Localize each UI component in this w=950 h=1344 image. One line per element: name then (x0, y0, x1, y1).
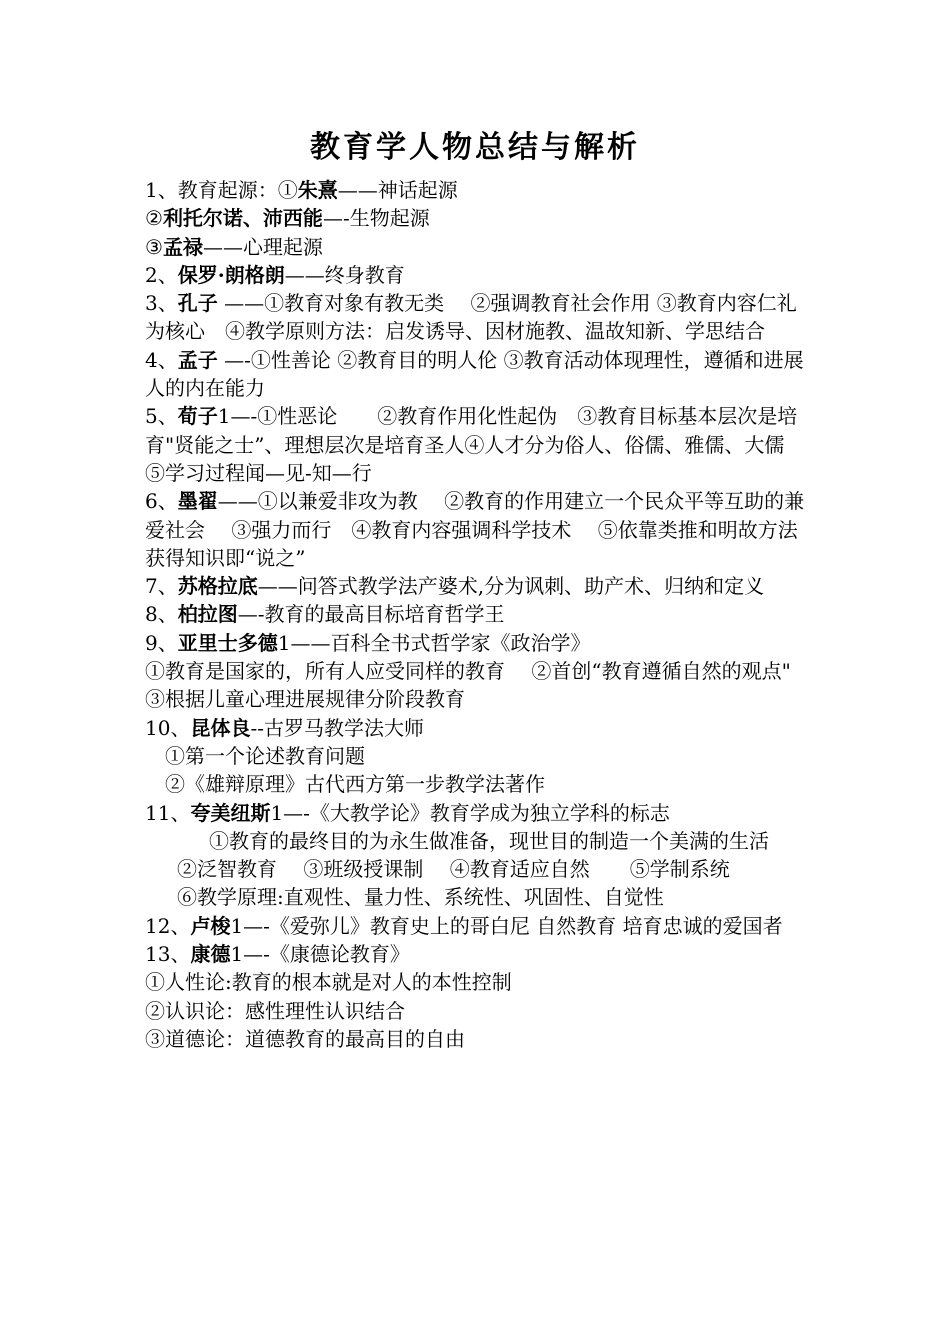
document-body (145, 176, 815, 1053)
list-item: 6、墨翟——①以兼爱非攻为教 ②教育的作用建立一个民众平等互助的兼爱社会 ③强力而行 ④教育内容强调科学技术 ⑤依靠类推和明故方法获得知识即“说之” (145, 489, 805, 570)
person-name: 卢梭 (190, 913, 231, 938)
person-name: 柏拉图 (177, 602, 238, 627)
list-item: ①教育的最终目的为永生做准备，现世目的制造一个美满的生活 (209, 828, 769, 853)
person-name: 孔子 (177, 291, 218, 316)
list-item: 8、柏拉图—-教育的最高目标培育哲学王 (145, 602, 505, 627)
person-name: 孟子 (177, 347, 218, 372)
list-item: 10、昆体良--古罗马教学法大师 (145, 715, 424, 740)
person-name: 夸美纽斯 (190, 800, 271, 825)
person-name: 墨翟 (177, 489, 218, 514)
list-item: 1、教育起源：①朱熹——神话起源 (145, 178, 458, 202)
person-name: 利托尔诺、沛西能 (162, 206, 323, 231)
person-name: 朱熹 (297, 178, 338, 202)
list-item: 9、亚里士多德1——百科全书式哲学家《政治学》 (145, 630, 591, 655)
document-title: 教育学人物总结与解析 (310, 130, 640, 165)
list-item: ①教育是国家的，所有人应受同样的教育 ②首创“教育遵循自然的观点" ③根据儿童心理进展规律分阶段教育 (145, 659, 811, 712)
list-item: ②利托尔诺、沛西能—-生物起源 (145, 206, 430, 231)
person-name: 亚里士多德 (177, 630, 278, 655)
list-item: 2、保罗·朗格朗——终身教育 (145, 262, 405, 287)
list-item: 11、夸美纽斯1—-《大教学论》教育学成为独立学科的标志 (145, 800, 670, 825)
list-item: ③道德论：道德教育的最高目的自由 (145, 1026, 465, 1051)
list-item: 5、荀子1—-①性恶论 ②教育作用化性起伪 ③教育目标基本层次是培育"贤能之士”、理想层次是培育圣人④人才分为俗人、俗儒、雅儒、大儒 ⑤学习过程闻—见-知—行 (145, 404, 811, 485)
person-name: 苏格拉底 (177, 574, 258, 599)
list-item: 3、孔子 ——①教育对象有教无类 ②强调教育社会作用 ③教育内容仁礼为核心 ④教学原则方法：启发诱导、因材施教、温故知新、学思结合 (145, 291, 797, 344)
person-name: 荀子 (177, 404, 218, 429)
list-item: 7、苏格拉底——问答式教学法产婆术,分为讽刺、助产术、归纳和定义 (145, 574, 765, 599)
person-name: 保罗·朗格朗 (177, 262, 285, 287)
list-item: 4、孟子 —-①性善论 ②教育目的明人伦 ③教育活动体现理性，遵循和进展人的内在能力 (145, 347, 804, 401)
list-item: ⑥教学原理:直观性、量力性、系统性、巩固性、自觉性 (177, 885, 664, 910)
list-item: ②认识论：感性理性认识结合 (145, 998, 405, 1023)
list-item: 13、康德1—-《康德论教育》 (145, 942, 410, 967)
list-item: ②泛智教育 ③班级授课制 ④教育适应自然 ⑤学制系统 (177, 857, 730, 882)
person-name: 康德 (190, 942, 231, 967)
list-item: ①人性论:教育的根本就是对人的本性控制 (145, 970, 512, 995)
list-item: ①第一个论述教育问题 (165, 743, 365, 768)
list-item: ②《雄辩原理》古代西方第一步教学法著作 (165, 772, 545, 797)
list-item: ③孟禄——心理起源 (145, 234, 323, 259)
list-item: 12、卢梭1—-《爱弥儿》教育史上的哥白尼 自然教育 培育忠诚的爱国者 (145, 913, 783, 938)
person-name: 孟禄 (162, 234, 203, 259)
person-name: 昆体良 (190, 715, 251, 740)
